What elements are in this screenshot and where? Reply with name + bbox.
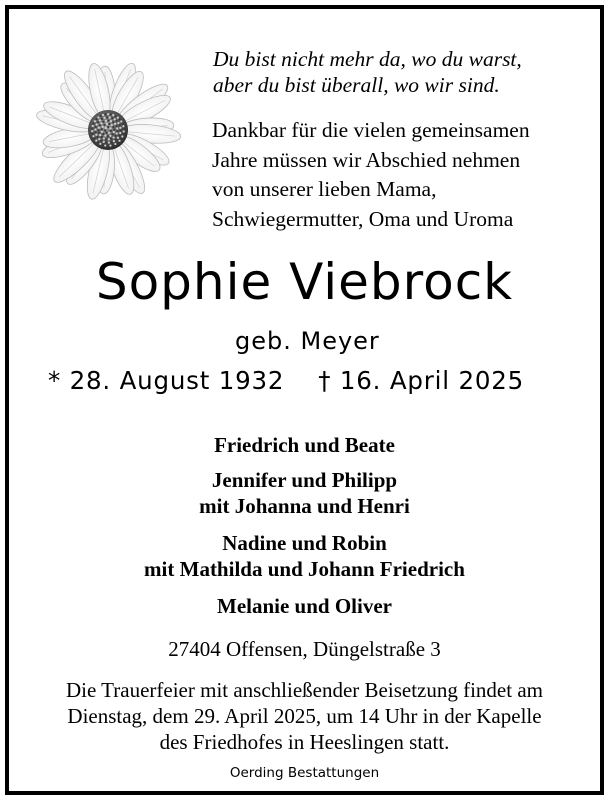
mourner-line: mit Mathilda und Johann Friedrich — [144, 557, 465, 581]
daisy-seed — [115, 115, 117, 117]
daisy-seed — [110, 141, 112, 143]
daisy-seed — [99, 119, 101, 121]
daisy-seed — [103, 141, 105, 143]
daisy-seed — [104, 113, 106, 115]
daisy-seed — [95, 139, 97, 141]
deceased-name: Sophie Viebrock — [95, 253, 514, 311]
memorial-quote — [213, 46, 583, 98]
daisy-seed — [100, 140, 102, 142]
daisy-seed — [99, 143, 101, 145]
daisy-seed — [110, 113, 112, 115]
daisy-seed — [119, 129, 121, 131]
daisy-seed — [120, 138, 122, 140]
daisy-seed — [113, 131, 115, 133]
intro-line: Schwiegermutter, Oma und Uroma — [212, 206, 514, 231]
daisy-seed — [107, 135, 109, 137]
daisy-seed — [108, 141, 110, 143]
daisy-seed — [103, 124, 105, 126]
daisy-seed — [115, 125, 117, 127]
daisy-seed — [107, 113, 109, 115]
daisy-seed — [107, 126, 109, 128]
daisy-seed — [111, 117, 113, 119]
daisy-seed — [92, 135, 94, 137]
daisy-seed — [119, 124, 121, 126]
daisy-seed — [107, 145, 109, 147]
daisy-seed — [92, 122, 94, 124]
daisy-seed — [116, 132, 118, 134]
daisy-seed — [98, 132, 100, 134]
life-dates — [48, 364, 588, 398]
daisy-seed — [103, 117, 105, 119]
daisy-icon — [28, 60, 188, 205]
daisy-seed — [106, 116, 108, 118]
mourner-group — [0, 530, 609, 582]
daisy-seed — [123, 130, 125, 132]
intro-text — [212, 116, 592, 234]
daisy-seed — [118, 140, 120, 142]
family-address: 27404 Offensen, Düngelstraße 3 — [168, 637, 441, 661]
intro-line: Jahre müssen wir Abschied nehmen — [212, 147, 521, 172]
daisy-seed — [91, 130, 93, 132]
daisy-seed — [103, 137, 105, 139]
daisy-seed — [108, 123, 110, 125]
daisy-seed — [105, 120, 107, 122]
daisy-seed — [114, 118, 116, 120]
daisy-seed — [110, 138, 112, 140]
daisy-seed — [111, 124, 113, 126]
daisy-seed — [96, 136, 98, 138]
mourner-line: Friedrich und Beate — [214, 433, 395, 457]
daisy-seed — [99, 134, 101, 136]
daisy-seed — [101, 131, 103, 133]
daisy-seed — [121, 135, 123, 137]
daisy-seed — [104, 144, 106, 146]
daisy-seed — [112, 144, 114, 146]
daisy-seed — [94, 120, 96, 122]
daisy-seed — [95, 134, 97, 136]
daisy-seed — [105, 127, 107, 129]
daisy-seed — [102, 114, 104, 116]
daisy-seed — [98, 129, 100, 131]
mourner-line: Jennifer und Philipp — [211, 468, 398, 492]
daisy-seed — [98, 138, 100, 140]
daisy-seed — [119, 132, 121, 134]
quote-line: aber du bist überall, wo wir sind. — [213, 73, 500, 97]
daisy-seed — [91, 127, 93, 129]
daisy-seed — [99, 124, 101, 126]
daisy-seed — [116, 120, 118, 122]
daisy-seed — [101, 136, 103, 138]
daisy-seed — [119, 118, 121, 120]
daisy-seed — [94, 128, 96, 130]
intro-line: Dankbar für die vielen gemeinsamen — [212, 118, 530, 142]
daisy-seed — [117, 117, 119, 119]
daisy-seed — [122, 125, 124, 127]
daisy-seed — [97, 121, 99, 123]
daisy-seed — [116, 141, 118, 143]
daisy-seed — [94, 131, 96, 133]
daisy-seed — [97, 116, 99, 118]
daisy-seed — [106, 123, 108, 125]
daisy-seed — [115, 139, 117, 141]
daisy-seed — [117, 137, 119, 139]
daisy-seed — [107, 120, 109, 122]
daisy-seed — [113, 128, 115, 130]
daisy-seed — [116, 127, 118, 129]
daisy-seed — [109, 116, 111, 118]
undertaker-name: Oerding Bestattungen — [229, 765, 380, 781]
service-line: Die Trauerfeier mit anschließender Beisetzung findet am — [65, 678, 543, 702]
daisy-seed — [112, 126, 114, 128]
daisy-seed — [101, 118, 103, 120]
death-date: † 16. April 2025 — [318, 366, 524, 395]
daisy-seed — [104, 135, 106, 137]
daisy-seed — [123, 128, 125, 130]
maiden-name: geb. Meyer — [235, 327, 380, 355]
funeral-service-info — [0, 677, 609, 755]
quote-line: Du bist nicht mehr da, wo du warst, — [213, 47, 522, 71]
daisy-seed — [95, 118, 97, 120]
daisy-seed — [109, 127, 111, 129]
mourner-line: mit Johanna und Henri — [199, 494, 410, 518]
mourner-group — [0, 593, 609, 619]
daisy-seed — [113, 140, 115, 142]
mourner-group — [0, 432, 609, 458]
daisy-seed — [114, 123, 116, 125]
intro-line: von unserer lieben Mama, — [212, 177, 437, 201]
daisy-seed — [121, 123, 123, 125]
daisy-seed — [105, 141, 107, 143]
mourner-line: Nadine und Robin — [222, 531, 387, 555]
daisy-seed — [100, 115, 102, 117]
daisy-seed — [109, 145, 111, 147]
daisy-seed — [92, 133, 94, 135]
daisy-seed — [122, 133, 124, 135]
daisy-seed — [92, 125, 94, 127]
daisy-seed — [113, 136, 115, 138]
daisy-seed — [98, 127, 100, 129]
daisy-seed — [110, 120, 112, 122]
daisy-seed — [100, 122, 102, 124]
daisy-seed — [111, 133, 113, 135]
daisy-seed — [102, 144, 104, 146]
daisy-seed — [105, 131, 107, 133]
service-line: Dienstag, dem 29. April 2025, um 14 Uhr in der Kapelle — [67, 704, 542, 728]
daisy-seed — [116, 130, 118, 132]
daisy-seed — [105, 138, 107, 140]
daisy-seed — [104, 129, 106, 131]
daisy-seed — [110, 130, 112, 132]
daisy-seed — [94, 137, 96, 139]
daisy-seed — [119, 127, 121, 129]
daisy-seed — [114, 143, 116, 145]
daisy-seed — [112, 121, 114, 123]
daisy-seed — [102, 121, 104, 123]
daisy-seed — [96, 123, 98, 125]
daisy-seed — [101, 128, 103, 130]
daisy-seed — [109, 135, 111, 137]
daisy-seed — [112, 114, 114, 116]
birth-date: * 28. August 1932 — [48, 366, 285, 395]
daisy-seed — [102, 126, 104, 128]
daisy-seed — [117, 122, 119, 124]
daisy-seed — [108, 138, 110, 140]
daisy-seed — [118, 134, 120, 136]
daisy-seed — [102, 133, 104, 135]
mourner-group — [0, 467, 609, 519]
daisy-seed — [120, 120, 122, 122]
daisy-seed — [97, 141, 99, 143]
service-line: des Friedhofes in Heeslingen statt. — [159, 730, 450, 754]
daisy-seed — [114, 135, 116, 137]
mourner-line: Melanie und Oliver — [217, 594, 392, 618]
daisy-seed — [95, 126, 97, 128]
daisy-seed — [108, 132, 110, 134]
